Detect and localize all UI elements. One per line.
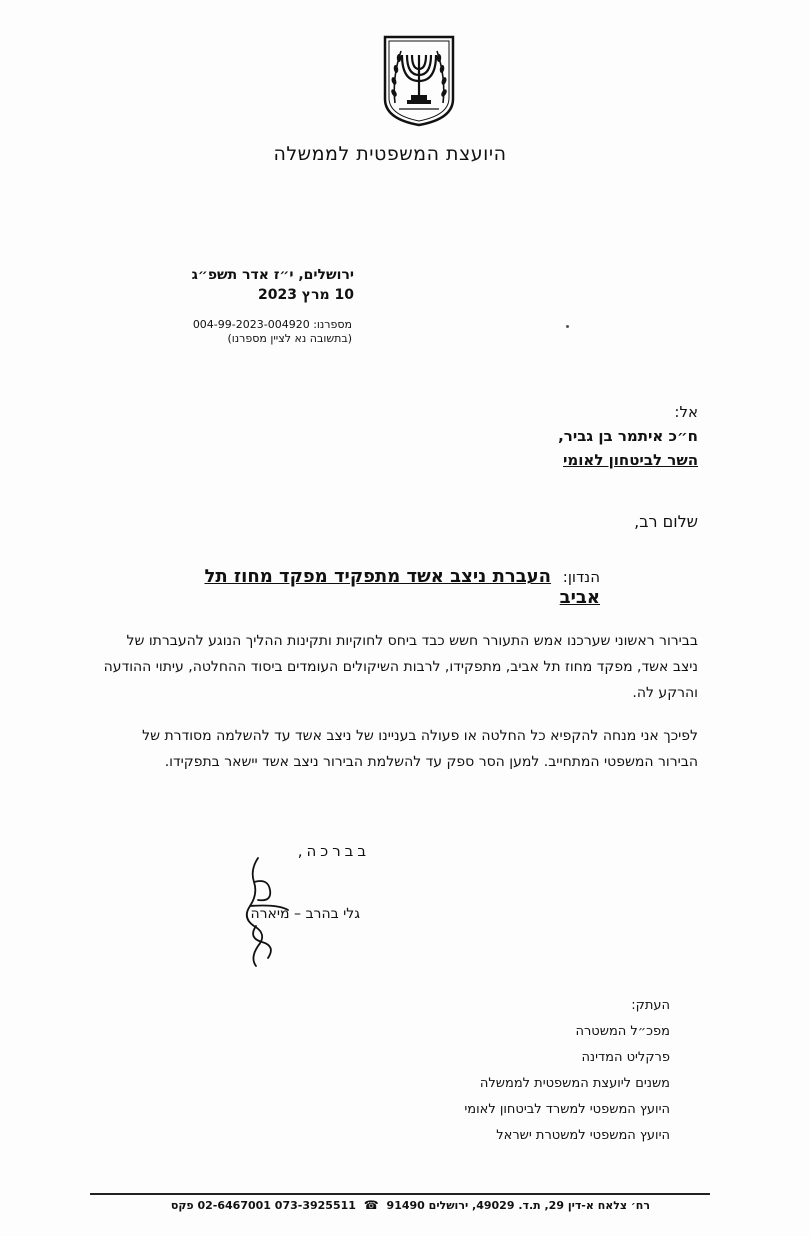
copies-item: פרקליט המדינה — [581, 1050, 670, 1065]
date-block — [94, 265, 354, 305]
copies-label: העתק: — [631, 998, 670, 1013]
scan-dot — [566, 325, 569, 328]
footer-phone: 073-3925511 — [274, 1199, 356, 1212]
to-label: אל: — [674, 403, 698, 421]
body-paragraph-2: לפיכך אני מנחה להקפיא כל החלטה או פעולה בעניינו של ניצב אשד עד להשלמה מסודרת של הבירור המשפטי המתחייב. למען הסר ספק עד להשלמת הבירור ניצב אשד יישאר בתפקידו. — [142, 728, 698, 770]
footer-fax: 02-6467001 פקס — [170, 1199, 271, 1212]
office-title: היועצת המשפטית לממשלה — [273, 143, 507, 165]
subject-title: העברת ניצב אשד מתפקיד מפקד מחוז תל אביב — [204, 566, 600, 608]
greeting: שלום רב, — [634, 512, 698, 531]
copies-block — [310, 993, 670, 1149]
recipient-name: ח״כ איתמר בן גביר, — [558, 427, 698, 445]
copies-item: היועץ המשפטי למשטרת ישראל — [496, 1128, 670, 1143]
subject-label: הנדון: — [562, 568, 600, 586]
recipient-title: השר לביטחון לאומי — [563, 451, 698, 469]
phone-icon: ☎ — [363, 1198, 379, 1212]
reference-number: מספרנו: 004-99-2023-004920 — [192, 318, 352, 331]
copies-item: היועץ המשפטי למשרד לביטחון לאומי — [464, 1102, 670, 1117]
body-paragraph-1: בבירור ראשוני שערכנו אמש התעורר חשש כבד ביחס לחוקיות ותקינות ההליך הנוגע להעברתו של ניצב אשד, מפקד מחוז תל אביב, מתפקידו, לרבות השיקולים העומדים ביסוד ההחלטה, עיתוי ההודעה והרקע לה. — [103, 633, 698, 701]
footer-divider — [90, 1193, 710, 1195]
copies-item: מפכ״ל המשטרה — [575, 1024, 670, 1039]
reference-block — [92, 318, 352, 346]
menorah-emblem-icon — [379, 33, 459, 127]
date-hebrew: ירושלים, י״ז אדר תשפ״ג — [191, 267, 354, 283]
subject-line — [160, 566, 600, 608]
recipient-block — [378, 400, 698, 472]
copies-item: משנים ליועצת המשפטית לממשלה — [479, 1076, 670, 1091]
closing: בברכה, — [297, 842, 370, 860]
signer-name: גלי בהרב – מיארה — [250, 906, 360, 922]
footer-address: רח׳ צלאח א-דין 29, ת.ד. 49029, ירושלים 91490 — [386, 1199, 650, 1212]
reference-note: (בתשובה נא לציין מספרנו) — [227, 332, 352, 345]
footer — [90, 1198, 650, 1212]
date-gregorian: 10 מרץ 2023 — [257, 287, 354, 303]
